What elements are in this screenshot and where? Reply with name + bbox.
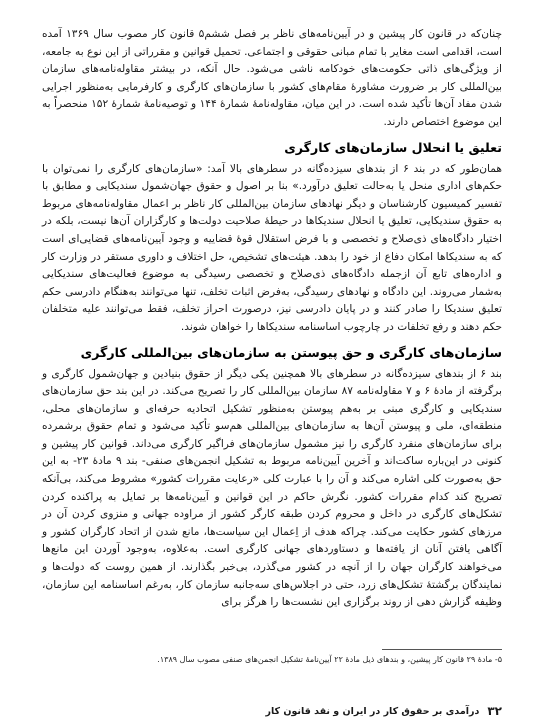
footnote: ۵- مادهٔ ۲۹ قانون کار پیشین، و بندهای ذیل مادهٔ ۲۲ آیین‌نامهٔ تشکیل انجمن‌های صنفی مصوب سال ۱۳۸۹.: [157, 655, 502, 664]
section-heading-suspension: تعلیق یا انحلال سازمان‌های کارگری: [284, 139, 502, 155]
footnote-divider: [382, 649, 502, 650]
intro-paragraph: چنان‌که در قانون کار پیشین و در آیین‌نامه‌های ناظر بر فصل ششم۵ قانون کار مصوب سال ۱۳۶۹ آمده است، اقدامی است مغایر با تمام مبانی حقوقی و اجتماعی. تحمیل قوانین و مقرراتی از این نوع به جامعه، از ویژگی‌های ذاتی حکومت‌های خودکامه ناشی می‌شود. حال آنکه، در بیشتر مقاوله‌نامه‌های سازمان بین‌المللی کار بر ضرورت مشاورهٔ مقام‌های کشور با سازمان‌های کارگری و کارفرمایی به‌منظور اجرایی شدن مفاد آن‌ها تأکید شده است. در این میان، مقاوله‌نامهٔ شمارهٔ ۱۴۴ و توصیه‌نامهٔ شمارهٔ ۱۵۲ منحصراً به این موضوع اختصاص دارند.: [42, 28, 502, 128]
suspension-paragraph: همان‌طور که در بند ۶ از بندهای سیزده‌گانه در سطرهای بالا آمد: «سازمان‌های کارگری را نمی‌توان با حکم‌های اداری منحل یا به‌حالت تعلیق درآورد.» بنا بر اصول و حقوق جهان‌شمول سندیکایی و مطابق با تفسیر کمیسیون کارشناسان و دیگر نهادهای سازمان بین‌المللی کار ناظر بر اعمال مقاوله‌نامه‌های مربوط به حقوق سندیکایی، تعلیق یا انحلال سندیکاها در حیطهٔ صلاحیت دولت‌ها و کارگزاران آن‌ها نیست، بلکه در اختیار دادگاه‌های ذی‌صلاح و تخصصی و با فرض استقلال قوهٔ قضاییه و وجود آیین‌نامه‌های قضایی‌ای است که به سندیکاها امکان دفاع از خود را بدهد. هیئت‌های تشخیص، حل اختلاف و داوری مستقر در وزارت کار و اداره‌های تابع آن ازجمله دادگاه‌های ذی‌صلاح و تخصصی رسیدگی به موضوع فعالیت‌های سندیکایی به‌شمار می‌روند. این دادگاه و نهادهای رسیدگی، به‌فرض اثبات تخلف، تنها می‌توانند به‌هنگام دادرسی حکم تعلیق سندیکا را صادر کنند و در پایان دادرسی نیز، درصورت احراز تخلف، فقط می‌توانند علیه متخلفان حکم دهند و رفع تخلفات در چارچوب اساسنامه سندیکاها را خواهان شوند.: [42, 162, 502, 333]
running-title: درآمدی بر حقوق کار در ایران و نقد قانون کار: [265, 705, 480, 717]
page-body: [42, 26, 502, 612]
section-heading-international: سازمان‌های کارگری و حق پیوستن به سازمان‌های بین‌المللی کارگری: [80, 344, 502, 360]
international-paragraph: بند ۶ از بندهای سیزده‌گانه در سطرهای بالا همچنین یکی دیگر از حقوق بنیادین و جهان‌شمول کارگری و برگرفته از مادهٔ ۶ و ۷ مقاوله‌نامه ۸۷ سازمان بین‌المللی کار را تصریح می‌کند. در این بند حق سازمان‌های سندیکایی و کارگری مبنی بر به‌هم پیوستن به‌منظور تشکیل اتحادیه حرفه‌ای و سازمان‌های محلی، منطقه‌ای، ملی و پیوستن آن‌ها به سازمان‌های بین‌المللی هم‌سو تأکید می‌شود و تمام حقوق برشمرده برای سازمان‌های منفرد کارگری را نیز مشمول سازمان‌های فراگیر کارگری می‌داند. قوانین کار پیشین و کنونی در این‌باره ساکت‌اند و آخرین آیین‌نامه مربوط به تشکیل انجمن‌های صنفی- بند ۹ مادهٔ ۲۳- به این حق به‌صورت کلی اشاره می‌کند و آن را با عبارت کلی «رعایت مقررات کشور» مشروط می‌کند، بی‌آنکه تصریح کند کدام مقررات کشور. نگرش حاکم در این قوانین و آیین‌نامه‌ها بر تمایل به پراکنده کردن تشکل‌های کارگری در داخل و محروم کردن طبقه کارگر کشور از مراوده جهانی و منزوی کردن آن در مرزهای کشور حکایت می‌کند. چراکه هدف از اِعمال این سیاست‌ها، مانع شدن از اتحاد کارگران کشور و آگاهی یافتن آنان از یافته‌ها و دستاوردهای جهانی کارگری است. به‌علاوه، به‌وجود آوردن این مانع‌ها می‌خواهند کارگران جهان را از آنچه در کشور می‌گذرد، بی‌خبر بگذارند. از همین روست که دولت‌ها و نمایندگان برگشتهٔ تشکل‌های زرد، حتی در اجلاس‌های سه‌جانبه سازمان کار، به‌رغم اساسنامه این سازمان، وظیفه گزارش دهی از روند برگزاری این نشست‌ها را هرگز برای: [42, 367, 502, 609]
page-number: ۳۲: [487, 704, 502, 718]
page-footer: [42, 703, 502, 719]
